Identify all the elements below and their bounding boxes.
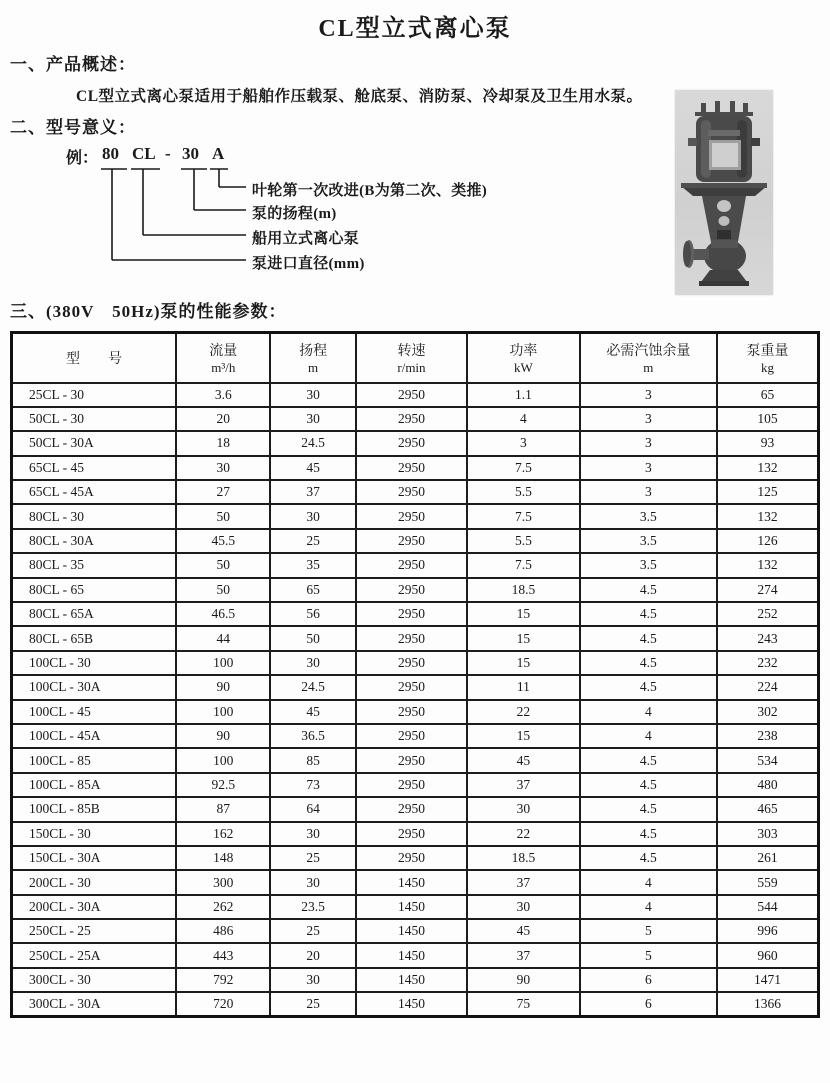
value-cell: 30 [270, 870, 355, 894]
header-speed: 转速 r/min [356, 333, 467, 383]
value-cell: 27 [176, 480, 270, 504]
value-cell: 87 [176, 797, 270, 821]
value-cell: 4.5 [580, 773, 718, 797]
table-row [12, 968, 819, 992]
value-cell: 2950 [356, 407, 467, 431]
value-cell: 1.1 [467, 383, 579, 407]
value-cell: 3.6 [176, 383, 270, 407]
value-cell: 3.5 [580, 553, 718, 577]
model-cell: 100CL - 85 [12, 748, 177, 772]
value-cell: 3.5 [580, 504, 718, 528]
value-cell: 15 [467, 724, 579, 748]
value-cell: 2950 [356, 504, 467, 528]
value-cell: 15 [467, 602, 579, 626]
value-cell: 45 [467, 919, 579, 943]
value-cell: 2950 [356, 626, 467, 650]
value-cell: 720 [176, 992, 270, 1016]
value-cell: 44 [176, 626, 270, 650]
value-cell: 11 [467, 675, 579, 699]
value-cell: 23.5 [270, 895, 355, 919]
diagram-label-impeller: 叶轮第一次改进(B为第二次、类推) [252, 183, 488, 199]
value-cell: 4 [467, 407, 579, 431]
value-cell: 132 [717, 456, 818, 480]
value-cell: 262 [176, 895, 270, 919]
model-cell: 100CL - 85A [12, 773, 177, 797]
value-cell: 2950 [356, 529, 467, 553]
value-cell: 3 [580, 407, 718, 431]
value-cell: 4 [580, 700, 718, 724]
model-cell: 80CL - 65A [12, 602, 177, 626]
value-cell: 75 [467, 992, 579, 1016]
header-npsh: 必需汽蚀余量 m [580, 333, 718, 383]
table-row [12, 846, 819, 870]
model-cell: 100CL - 45 [12, 700, 177, 724]
value-cell: 22 [467, 700, 579, 724]
section2-heading: 二、型号意义： [10, 118, 136, 137]
value-cell: 37 [270, 480, 355, 504]
table-row [12, 773, 819, 797]
value-cell: 5.5 [467, 480, 579, 504]
table-row [12, 822, 819, 846]
value-cell: 2950 [356, 553, 467, 577]
value-cell: 25 [270, 992, 355, 1016]
model-cell: 250CL - 25A [12, 943, 177, 967]
value-cell: 274 [717, 578, 818, 602]
value-cell: 24.5 [270, 675, 355, 699]
model-cell: 80CL - 35 [12, 553, 177, 577]
model-cell: 300CL - 30A [12, 992, 177, 1016]
value-cell: 45 [467, 748, 579, 772]
value-cell: 25 [270, 529, 355, 553]
value-cell: 25 [270, 919, 355, 943]
model-cell: 250CL - 25 [12, 919, 177, 943]
section1-heading: 一、产品概述： [10, 55, 136, 74]
value-cell: 18 [176, 431, 270, 455]
table-row [12, 895, 819, 919]
value-cell: 1450 [356, 919, 467, 943]
table-row [12, 602, 819, 626]
table-row [12, 870, 819, 894]
value-cell: 2950 [356, 797, 467, 821]
value-cell: 2950 [356, 724, 467, 748]
example-part-diameter: 80 [102, 144, 119, 163]
value-cell: 480 [717, 773, 818, 797]
value-cell: 1366 [717, 992, 818, 1016]
value-cell: 50 [176, 504, 270, 528]
value-cell: 3 [467, 431, 579, 455]
value-cell: 22 [467, 822, 579, 846]
header-power: 功率 kW [467, 333, 579, 383]
value-cell: 30 [270, 407, 355, 431]
example-part-head: 30 [182, 144, 199, 163]
model-cell: 150CL - 30 [12, 822, 177, 846]
value-cell: 238 [717, 724, 818, 748]
diagram-label-inlet-diameter: 泵进口直径(mm) [252, 256, 365, 272]
value-cell: 243 [717, 626, 818, 650]
table-row [12, 700, 819, 724]
table-row [12, 407, 819, 431]
value-cell: 5 [580, 919, 718, 943]
table-body [12, 383, 819, 1017]
model-cell: 80CL - 65B [12, 626, 177, 650]
value-cell: 2950 [356, 748, 467, 772]
value-cell: 4.5 [580, 578, 718, 602]
value-cell: 5.5 [467, 529, 579, 553]
example-part-dash: - [165, 144, 171, 163]
value-cell: 65 [270, 578, 355, 602]
value-cell: 4.5 [580, 626, 718, 650]
section3-heading: 三、(380V 50Hz)泵的性能参数： [10, 302, 287, 321]
value-cell: 4.5 [580, 651, 718, 675]
pump-illustration [675, 90, 773, 295]
value-cell: 132 [717, 504, 818, 528]
value-cell: 6 [580, 992, 718, 1016]
value-cell: 15 [467, 626, 579, 650]
value-cell: 65 [717, 383, 818, 407]
header-model: 型 号 [12, 333, 177, 383]
table-row [12, 456, 819, 480]
value-cell: 2950 [356, 480, 467, 504]
value-cell: 64 [270, 797, 355, 821]
value-cell: 1450 [356, 895, 467, 919]
model-cell: 50CL - 30A [12, 431, 177, 455]
table-row [12, 578, 819, 602]
value-cell: 30 [467, 895, 579, 919]
value-cell: 3 [580, 480, 718, 504]
value-cell: 4.5 [580, 675, 718, 699]
value-cell: 4 [580, 724, 718, 748]
diagram-label-head: 泵的扬程(m) [252, 206, 337, 222]
value-cell: 4.5 [580, 748, 718, 772]
table-row [12, 626, 819, 650]
value-cell: 1450 [356, 992, 467, 1016]
table-row [12, 383, 819, 407]
pump-photo [675, 90, 773, 295]
header-head: 扬程 m [270, 333, 355, 383]
value-cell: 30 [270, 504, 355, 528]
value-cell: 2950 [356, 602, 467, 626]
value-cell: 30 [270, 383, 355, 407]
value-cell: 93 [717, 431, 818, 455]
value-cell: 1450 [356, 968, 467, 992]
table-row [12, 919, 819, 943]
value-cell: 35 [270, 553, 355, 577]
table-row [12, 992, 819, 1016]
value-cell: 300 [176, 870, 270, 894]
example-part-series: CL [132, 144, 156, 163]
value-cell: 100 [176, 700, 270, 724]
value-cell: 544 [717, 895, 818, 919]
table-row [12, 943, 819, 967]
model-cell: 300CL - 30 [12, 968, 177, 992]
value-cell: 3 [580, 456, 718, 480]
header-weight: 泵重量 kg [717, 333, 818, 383]
example-part-variant: A [212, 144, 225, 163]
model-cell: 25CL - 30 [12, 383, 177, 407]
value-cell: 50 [176, 578, 270, 602]
table-header [12, 333, 819, 383]
value-cell: 2950 [356, 456, 467, 480]
value-cell: 37 [467, 870, 579, 894]
value-cell: 24.5 [270, 431, 355, 455]
value-cell: 7.5 [467, 456, 579, 480]
value-cell: 100 [176, 748, 270, 772]
value-cell: 559 [717, 870, 818, 894]
model-cell: 100CL - 85B [12, 797, 177, 821]
value-cell: 90 [176, 675, 270, 699]
value-cell: 2950 [356, 822, 467, 846]
table-row [12, 724, 819, 748]
value-cell: 15 [467, 651, 579, 675]
value-cell: 1450 [356, 870, 467, 894]
value-cell: 30 [270, 968, 355, 992]
value-cell: 2950 [356, 700, 467, 724]
value-cell: 125 [717, 480, 818, 504]
table-row [12, 431, 819, 455]
value-cell: 5 [580, 943, 718, 967]
value-cell: 90 [176, 724, 270, 748]
value-cell: 3.5 [580, 529, 718, 553]
section1-body: CL型立式离心泵适用于船舶作压载泵、舱底泵、消防泵、冷却泵及卫生用水泵。 [76, 88, 643, 105]
table-row [12, 748, 819, 772]
value-cell: 3 [580, 383, 718, 407]
value-cell: 37 [467, 943, 579, 967]
value-cell: 1471 [717, 968, 818, 992]
value-cell: 2950 [356, 651, 467, 675]
value-cell: 30 [467, 797, 579, 821]
model-cell: 100CL - 45A [12, 724, 177, 748]
value-cell: 465 [717, 797, 818, 821]
value-cell: 2950 [356, 431, 467, 455]
value-cell: 996 [717, 919, 818, 943]
value-cell: 4 [580, 870, 718, 894]
value-cell: 303 [717, 822, 818, 846]
model-cell: 80CL - 30 [12, 504, 177, 528]
value-cell: 4 [580, 895, 718, 919]
value-cell: 18.5 [467, 846, 579, 870]
table-row [12, 675, 819, 699]
value-cell: 56 [270, 602, 355, 626]
table-row [12, 529, 819, 553]
performance-table [10, 331, 820, 1018]
page-title: CL型立式离心泵 [318, 16, 512, 42]
model-cell: 80CL - 65 [12, 578, 177, 602]
model-code-diagram [60, 142, 510, 282]
value-cell: 2950 [356, 675, 467, 699]
value-cell: 534 [717, 748, 818, 772]
value-cell: 7.5 [467, 504, 579, 528]
value-cell: 2950 [356, 773, 467, 797]
value-cell: 105 [717, 407, 818, 431]
value-cell: 20 [270, 943, 355, 967]
model-cell: 150CL - 30A [12, 846, 177, 870]
diagram-label-series: 船用立式离心泵 [252, 231, 360, 247]
value-cell: 4.5 [580, 602, 718, 626]
value-cell: 7.5 [467, 553, 579, 577]
value-cell: 30 [270, 822, 355, 846]
value-cell: 224 [717, 675, 818, 699]
value-cell: 90 [467, 968, 579, 992]
value-cell: 36.5 [270, 724, 355, 748]
table-row [12, 553, 819, 577]
value-cell: 792 [176, 968, 270, 992]
value-cell: 73 [270, 773, 355, 797]
value-cell: 92.5 [176, 773, 270, 797]
value-cell: 2950 [356, 846, 467, 870]
value-cell: 3 [580, 431, 718, 455]
value-cell: 261 [717, 846, 818, 870]
value-cell: 486 [176, 919, 270, 943]
value-cell: 443 [176, 943, 270, 967]
value-cell: 126 [717, 529, 818, 553]
value-cell: 50 [270, 626, 355, 650]
value-cell: 37 [467, 773, 579, 797]
table-row [12, 504, 819, 528]
value-cell: 45 [270, 456, 355, 480]
model-cell: 100CL - 30 [12, 651, 177, 675]
value-cell: 960 [717, 943, 818, 967]
model-cell: 65CL - 45A [12, 480, 177, 504]
value-cell: 252 [717, 602, 818, 626]
value-cell: 232 [717, 651, 818, 675]
value-cell: 4.5 [580, 822, 718, 846]
model-cell: 200CL - 30A [12, 895, 177, 919]
model-cell: 200CL - 30 [12, 870, 177, 894]
table-row [12, 797, 819, 821]
value-cell: 132 [717, 553, 818, 577]
value-cell: 1450 [356, 943, 467, 967]
value-cell: 85 [270, 748, 355, 772]
value-cell: 148 [176, 846, 270, 870]
table-row [12, 480, 819, 504]
table-row [12, 651, 819, 675]
value-cell: 2950 [356, 383, 467, 407]
value-cell: 46.5 [176, 602, 270, 626]
value-cell: 2950 [356, 578, 467, 602]
value-cell: 18.5 [467, 578, 579, 602]
value-cell: 302 [717, 700, 818, 724]
header-flow: 流量 m³/h [176, 333, 270, 383]
example-prefix: 例： [66, 150, 99, 167]
value-cell: 45.5 [176, 529, 270, 553]
model-cell: 50CL - 30 [12, 407, 177, 431]
header-row [12, 333, 819, 383]
value-cell: 100 [176, 651, 270, 675]
value-cell: 45 [270, 700, 355, 724]
value-cell: 50 [176, 553, 270, 577]
value-cell: 6 [580, 968, 718, 992]
model-cell: 80CL - 30A [12, 529, 177, 553]
value-cell: 30 [176, 456, 270, 480]
value-cell: 4.5 [580, 797, 718, 821]
value-cell: 4.5 [580, 846, 718, 870]
value-cell: 30 [270, 651, 355, 675]
model-cell: 100CL - 30A [12, 675, 177, 699]
value-cell: 162 [176, 822, 270, 846]
model-cell: 65CL - 45 [12, 456, 177, 480]
value-cell: 25 [270, 846, 355, 870]
value-cell: 20 [176, 407, 270, 431]
